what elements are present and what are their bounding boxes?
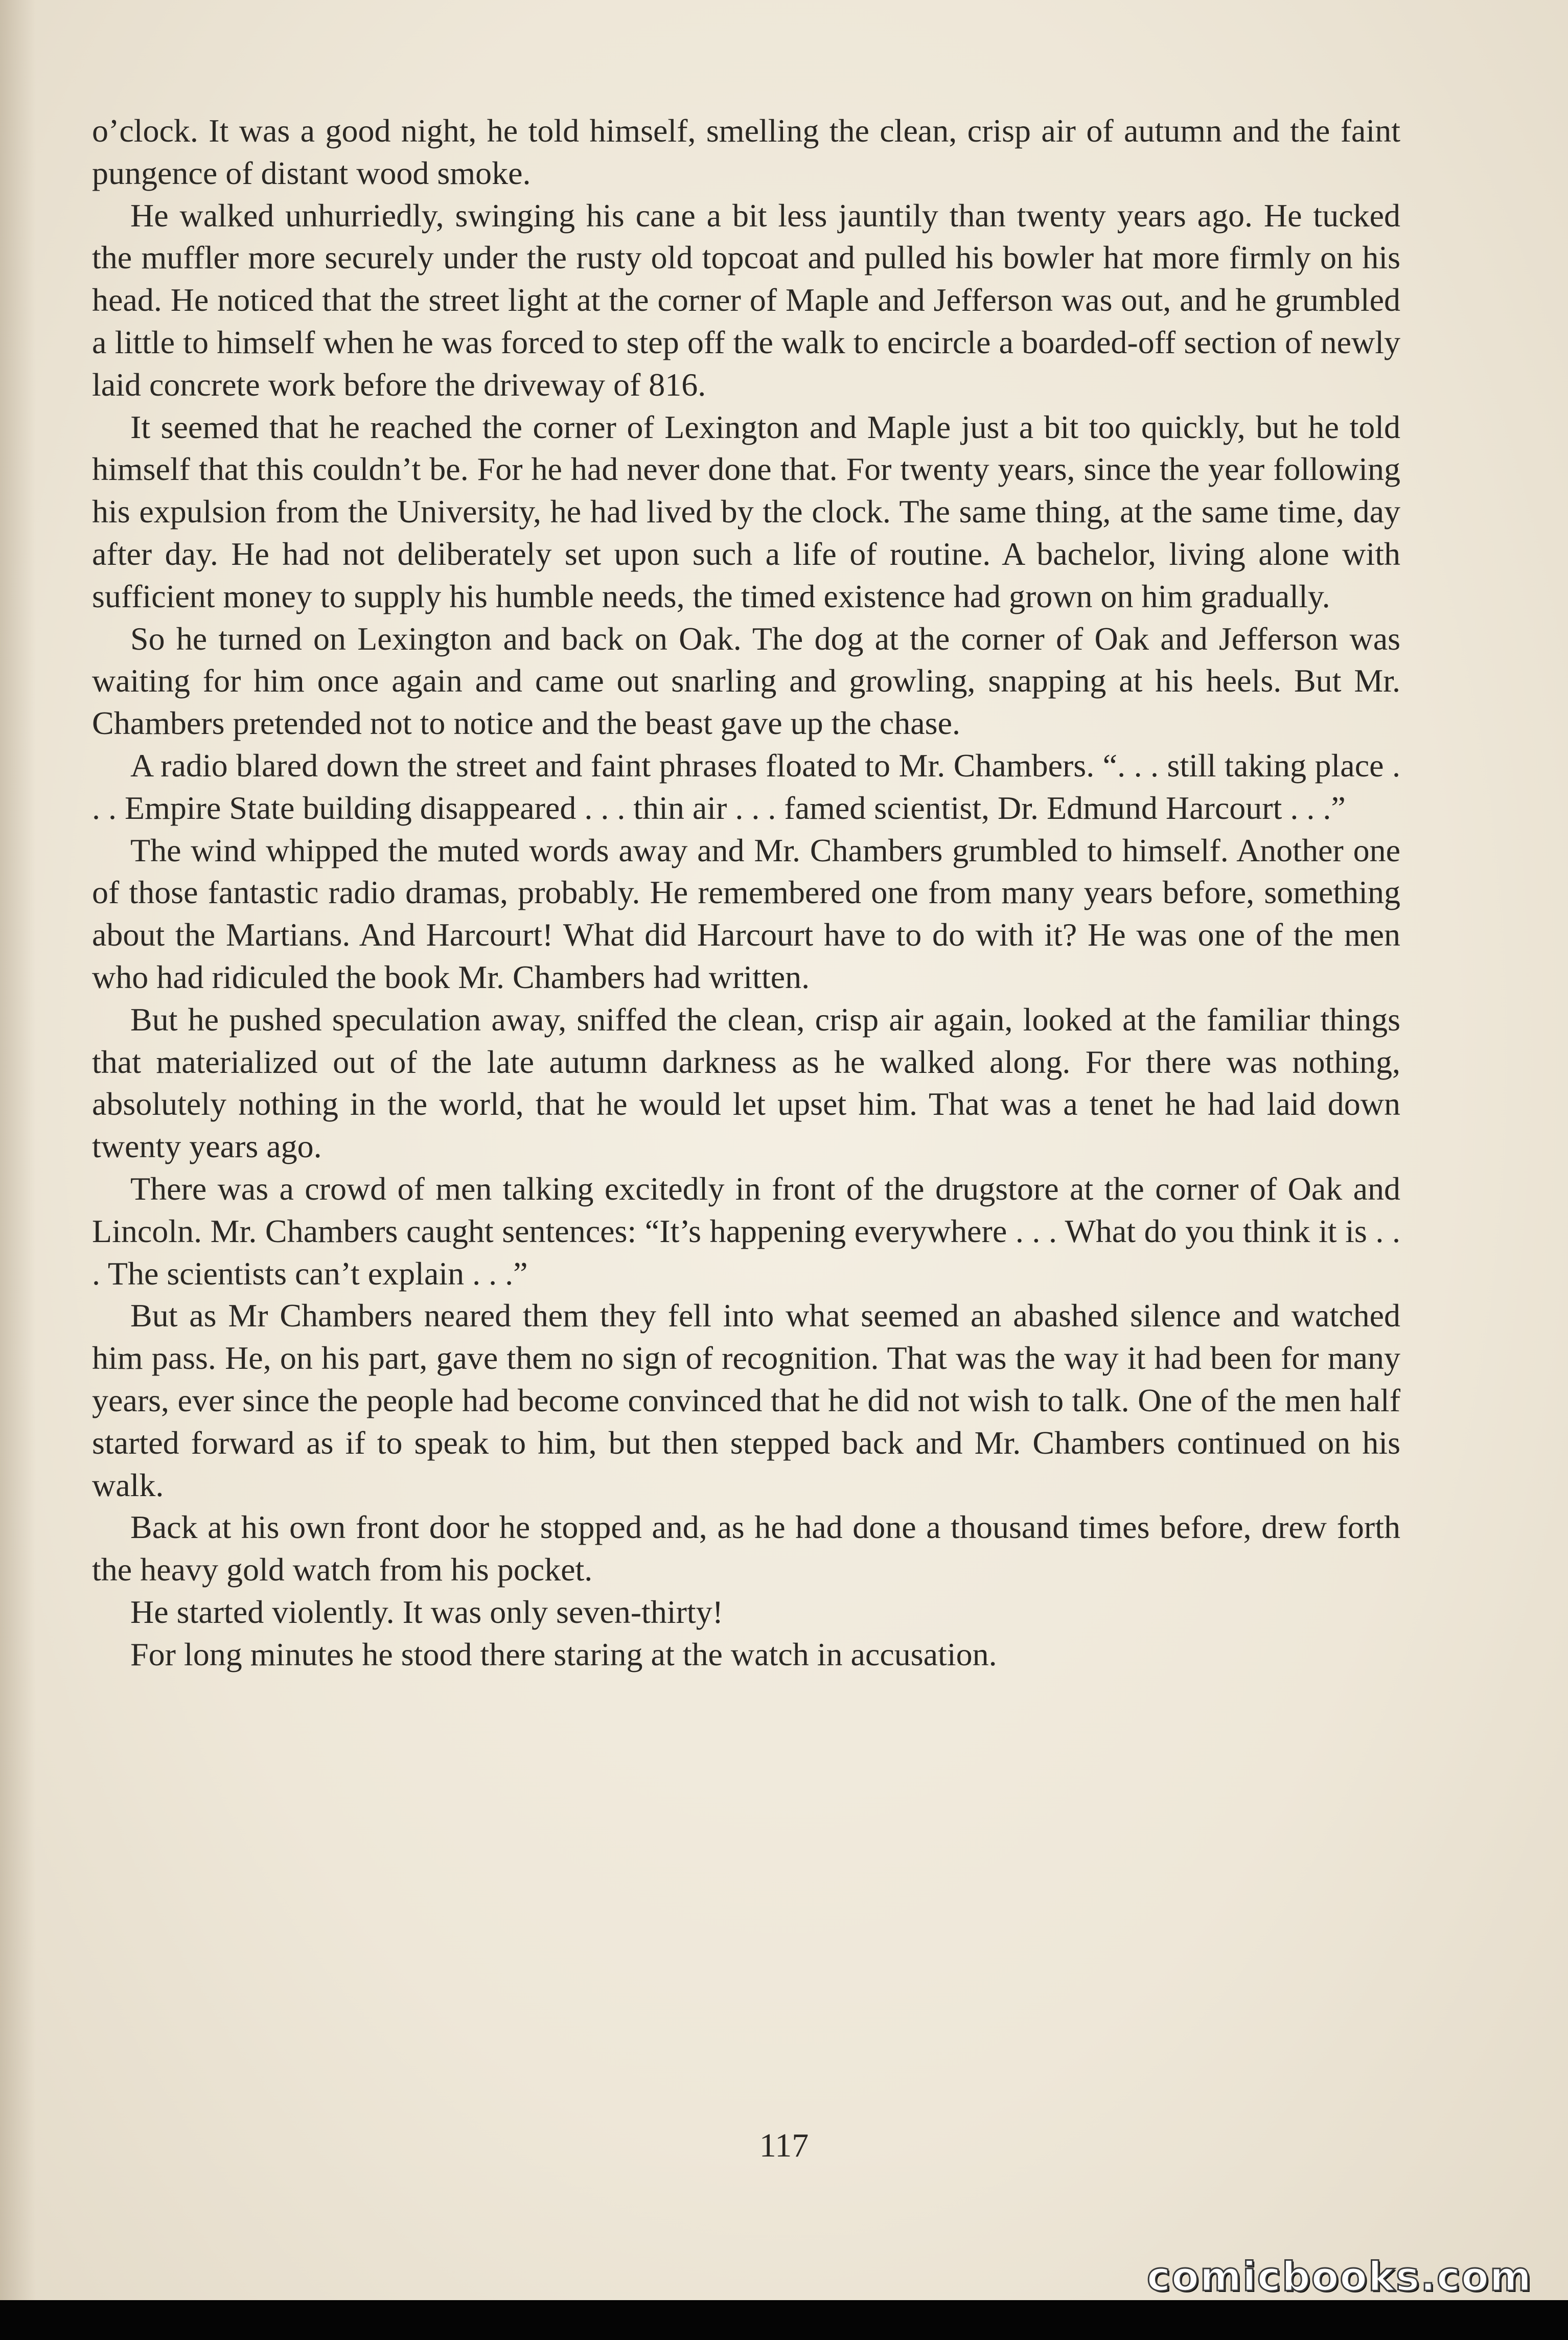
paragraph-9: But as Mr Chambers neared them they fell into what seemed an abashed silence and watched him pass. He, on his part, gave them no sign of recognition. That was the way it had been for many years, ever since the people had become convinced that he did not wish to talk. One of the men half started forward as if to speak to him, but then stepped back and Mr. Chambers continued on his walk. (92, 1297, 1400, 1503)
paragraph-4: So he turned on Lexington and back on Oak. The dog at the corner of Oak and Jefferson was waiting for him once again and came out snarling and growling, snapping at his heels. But Mr. Chambers pretended not to notice and the beast gave up the chase. (92, 620, 1400, 742)
paragraph-8: There was a crowd of men talking excitedly in front of the drugstore at the corner of Oak and Lincoln. Mr. Chambers caught sentences: “It’s happening everywhere . . . What do you think it is . . . The scientists can’t explain . . .” (92, 1170, 1400, 1292)
paragraph-11: He started violently. It was only seven-thirty! (130, 1593, 723, 1630)
page-edge-shadow (0, 0, 36, 2340)
paragraph-12: For long minutes he stood there staring at the watch in accusation. (130, 1636, 997, 1672)
paragraph-1: o’clock. It was a good night, he told himself, smelling the clean, crisp air of autumn and the faint pungence of distant wood smoke. (92, 112, 1400, 191)
paragraph-3: It seemed that he reached the corner of Lexington and Maple just a bit too quickly, but he told himself that this couldn’t be. For he had never done that. For twenty years, since the year following his expulsion from the University, he had lived by the clock. The same thing, at the same time, day after day. He had not deliberately set upon such a life of routine. A bachelor, living alone with sufficient money to supply his humble needs, the timed existence had grown on him gradually. (92, 408, 1400, 614)
paragraph-7: But he pushed speculation away, sniffed the clean, crisp air again, looked at the familiar things that materialized out of the late autumn darkness as he walked along. For there was nothing, absolutely nothing in the world, that he would let upset him. That was a tenet he had laid down twenty years ago. (92, 1001, 1400, 1165)
paragraph-6: The wind whipped the muted words away and Mr. Chambers grumbled to himself. Another one of those fantastic radio dramas, probably. He remembered one from many years before, something about the Martians. And Harcourt! What did Harcourt have to do with it? He was one of the men who had ridiculed the book Mr. Chambers had written. (92, 832, 1400, 995)
paragraph-10: Back at his own front door he stopped and, as he had done a thousand times before, drew forth the heavy gold watch from his pocket. (92, 1509, 1400, 1588)
body-text (92, 110, 1400, 1676)
page-number: 117 (759, 2127, 809, 2164)
paragraph-5: A radio blared down the street and faint phrases floated to Mr. Chambers. “. . . still taking place . . . Empire State building disappeared . . . thin air . . . famed scientist, Dr. Edmund Harcourt . . .” (92, 747, 1400, 826)
watermark-bar (0, 2300, 1568, 2340)
watermark-logo: comicbooks.com (1146, 2254, 1532, 2300)
paragraph-2: He walked unhurriedly, swinging his cane a bit less jauntily than twenty years ago. He tucked the muffler more securely under the rusty old topcoat and pulled his bowler hat more firmly on his head. He noticed that the street light at the corner of Maple and Jefferson was out, and he grumbled a little to himself when he was forced to step off the walk to encircle a boarded-off section of newly laid concrete work before the driveway of 816. (92, 197, 1400, 403)
